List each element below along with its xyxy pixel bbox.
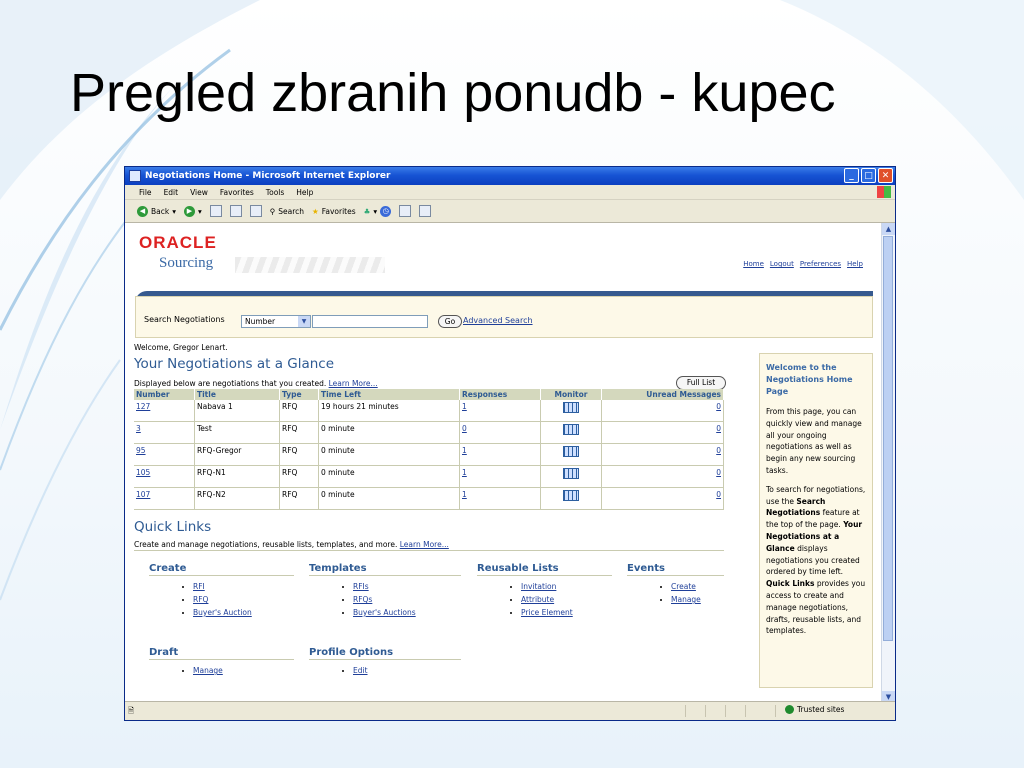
- minimize-button[interactable]: _: [844, 168, 859, 183]
- back-button[interactable]: ◀ Back ▾: [137, 206, 176, 217]
- favorites-button[interactable]: ★ Favorites: [312, 206, 356, 216]
- create-list: [149, 580, 294, 619]
- quick-templates-group: [309, 563, 461, 619]
- negotiation-time-left: 0 minute: [319, 444, 460, 466]
- go-button[interactable]: Go: [438, 315, 462, 328]
- monitor-icon[interactable]: [563, 402, 579, 413]
- create-rfq-link[interactable]: RFQ: [193, 595, 209, 604]
- home-link[interactable]: Home: [743, 260, 764, 268]
- refresh-icon[interactable]: [230, 205, 242, 217]
- quick-create-group: [149, 563, 294, 619]
- slide-title: Pregled zbranih ponudb - kupec: [70, 63, 836, 123]
- monitor-icon[interactable]: [563, 424, 579, 435]
- sourcing-banner-graphic: [235, 257, 385, 273]
- profile-options-heading: Profile Options: [309, 647, 461, 660]
- logout-link[interactable]: Logout: [769, 260, 794, 268]
- help-sidebar: [759, 353, 873, 688]
- window-title: Negotiations Home - Microsoft Internet Explorer: [145, 171, 391, 181]
- welcome-text: Welcome, Gregor Lenart.: [134, 343, 228, 352]
- ie-icon: [129, 170, 141, 182]
- menu-favorites[interactable]: Favorites: [219, 187, 254, 197]
- col-title[interactable]: Title: [195, 389, 280, 400]
- menu-view[interactable]: View: [190, 187, 208, 197]
- chevron-down-icon: ▼: [298, 316, 310, 327]
- negotiation-type: RFQ: [280, 466, 319, 488]
- templates-buyers-auctions-link[interactable]: Buyer's Auctions: [353, 608, 416, 617]
- negotiation-time-left: 0 minute: [319, 466, 460, 488]
- star-icon: ★: [312, 206, 319, 216]
- reusable-price-element-link[interactable]: Price Element: [521, 608, 573, 617]
- col-unread-messages: Unread Messages: [602, 389, 724, 400]
- negotiation-number-link[interactable]: 127: [136, 402, 151, 411]
- glance-learn-more-link[interactable]: Learn More...: [328, 379, 378, 388]
- help-link[interactable]: Help: [847, 260, 863, 268]
- reusable-list: [477, 580, 612, 619]
- sidebar-paragraph-1: From this page, you can quickly view and manage all your ongoing negotiations as well as begin any new sourcing tasks.: [766, 407, 862, 475]
- page-content: [125, 223, 883, 703]
- vertical-scrollbar[interactable]: [881, 223, 895, 703]
- oracle-logo: ORACLE: [139, 233, 217, 252]
- status-bar: [125, 701, 895, 720]
- quick-links-heading: Quick Links: [134, 519, 212, 535]
- media-icon: ♣: [363, 206, 371, 216]
- stop-icon[interactable]: [210, 205, 222, 217]
- unread-messages-link[interactable]: 0: [716, 402, 721, 411]
- negotiation-title: RFQ-N1: [195, 466, 280, 488]
- glance-subtitle: Displayed below are negotiations that you created. Learn More...: [134, 379, 378, 388]
- negotiation-type: RFQ: [280, 488, 319, 510]
- search-button[interactable]: ⚲ Search: [269, 206, 305, 216]
- windows-logo-icon: [877, 186, 891, 198]
- unread-messages-link[interactable]: 0: [716, 490, 721, 499]
- negotiation-number-link[interactable]: 95: [136, 446, 146, 455]
- search-field-select[interactable]: Number ▼: [241, 315, 311, 328]
- menu-edit[interactable]: Edit: [163, 187, 179, 197]
- menu-help[interactable]: Help: [296, 187, 314, 197]
- col-type[interactable]: Type: [280, 389, 319, 400]
- negotiation-number-link[interactable]: 3: [136, 424, 141, 433]
- events-manage-link[interactable]: Manage: [671, 595, 701, 604]
- negotiation-type: RFQ: [280, 400, 319, 422]
- monitor-icon[interactable]: [563, 490, 579, 501]
- sidebar-paragraph-2: To search for negotiations, use the Search Negotiations feature at the top of the page. Your Negotiations at a Glance displays negotiations you created ordered by time left. Quick Links provides you access to create and manage negotiations, drafts, reusable lists, and templates.: [766, 484, 866, 636]
- negotiation-title: Test: [195, 422, 280, 444]
- events-list: [627, 580, 724, 606]
- responses-link[interactable]: 1: [462, 446, 467, 455]
- search-label: Search Negotiations: [144, 315, 225, 324]
- full-list-button[interactable]: Full List: [676, 376, 726, 390]
- glance-heading: Your Negotiations at a Glance: [134, 356, 335, 372]
- draft-list: [149, 664, 294, 677]
- create-heading: Create: [149, 563, 294, 576]
- reusable-invitation-link[interactable]: Invitation: [521, 582, 557, 591]
- events-create-link[interactable]: Create: [671, 582, 696, 591]
- history-icon: ◷: [380, 206, 391, 217]
- table-row: [134, 466, 724, 488]
- back-arrow-icon: ◀: [137, 206, 148, 217]
- monitor-icon[interactable]: [563, 446, 579, 457]
- unread-messages-link[interactable]: 0: [716, 468, 721, 477]
- negotiation-type: RFQ: [280, 444, 319, 466]
- home-icon[interactable]: [250, 205, 262, 217]
- templates-heading: Templates: [309, 563, 461, 576]
- table-row: [134, 444, 724, 466]
- monitor-icon[interactable]: [563, 468, 579, 479]
- col-monitor: Monitor: [541, 389, 602, 400]
- menu-tools[interactable]: Tools: [265, 187, 285, 197]
- scroll-thumb[interactable]: [883, 236, 893, 641]
- advanced-search-link[interactable]: Advanced Search: [463, 316, 533, 325]
- print-icon[interactable]: [419, 205, 431, 217]
- table-row: [134, 488, 724, 510]
- quick-draft-group: [149, 647, 294, 677]
- create-rfi-link[interactable]: RFI: [193, 582, 205, 591]
- browser-toolbar: [125, 200, 895, 223]
- close-button[interactable]: ✕: [878, 168, 893, 183]
- negotiation-time-left: 0 minute: [319, 422, 460, 444]
- quick-reusable-group: [477, 563, 612, 619]
- browser-window: [124, 166, 896, 721]
- templates-rfis-link[interactable]: RFIs: [353, 582, 369, 591]
- quick-learn-more-link[interactable]: Learn More...: [399, 540, 449, 549]
- product-name: Sourcing: [159, 255, 214, 271]
- search-input[interactable]: [312, 315, 428, 328]
- quick-links-description: Create and manage negotiations, reusable lists, templates, and more. Learn More...: [134, 540, 449, 549]
- search-region: [135, 296, 873, 338]
- reusable-attribute-link[interactable]: Attribute: [521, 595, 555, 604]
- media-button[interactable]: ♣ ▾ ◷: [364, 206, 392, 217]
- page-done-icon: 🗎: [128, 706, 135, 715]
- responses-link[interactable]: 1: [462, 490, 467, 499]
- negotiation-time-left: 0 minute: [319, 488, 460, 510]
- window-titlebar[interactable]: [125, 167, 895, 185]
- scroll-up-icon[interactable]: ▲: [882, 223, 895, 235]
- unread-messages-link[interactable]: 0: [716, 446, 721, 455]
- col-number[interactable]: Number: [134, 389, 195, 400]
- table-row: [134, 422, 724, 444]
- negotiation-time-left: 19 hours 21 minutes: [319, 400, 460, 422]
- responses-link[interactable]: 0: [462, 424, 467, 433]
- responses-link[interactable]: 1: [462, 402, 467, 411]
- events-heading: Events: [627, 563, 724, 576]
- draft-heading: Draft: [149, 647, 294, 660]
- maximize-button[interactable]: □: [861, 168, 876, 183]
- trusted-check-icon: [785, 705, 794, 714]
- table-row: [134, 400, 724, 422]
- negotiation-number-link[interactable]: 105: [136, 468, 151, 477]
- col-responses[interactable]: Responses: [460, 389, 541, 400]
- col-time-left[interactable]: Time Left: [319, 389, 460, 400]
- negotiation-type: RFQ: [280, 422, 319, 444]
- profile-list: [309, 664, 461, 677]
- profile-edit-link[interactable]: Edit: [353, 666, 368, 675]
- negotiations-table: [134, 389, 724, 510]
- negotiation-title: RFQ-N2: [195, 488, 280, 510]
- menu-file[interactable]: File: [139, 187, 152, 197]
- templates-rfqs-link[interactable]: RFQs: [353, 595, 373, 604]
- quick-links-divider: [134, 550, 724, 551]
- global-links: [743, 260, 863, 268]
- quick-events-group: [627, 563, 724, 606]
- forward-button[interactable]: ▶ ▾: [184, 206, 202, 217]
- draft-manage-link[interactable]: Manage: [193, 666, 223, 675]
- responses-link[interactable]: 1: [462, 468, 467, 477]
- templates-list: [309, 580, 461, 619]
- negotiation-title: RFQ-Gregor: [195, 444, 280, 466]
- sidebar-title: Welcome to the Negotiations Home Page: [766, 363, 853, 396]
- mail-icon[interactable]: [399, 205, 411, 217]
- create-buyers-auction-link[interactable]: Buyer's Auction: [193, 608, 252, 617]
- unread-messages-link[interactable]: 0: [716, 424, 721, 433]
- quick-profile-group: [309, 647, 461, 677]
- negotiation-number-link[interactable]: 107: [136, 490, 151, 499]
- negotiation-title: Nabava 1: [195, 400, 280, 422]
- preferences-link[interactable]: Preferences: [799, 260, 842, 268]
- security-zone: Trusted sites: [785, 705, 844, 714]
- forward-arrow-icon: ▶: [184, 206, 195, 217]
- scroll-down-icon[interactable]: ▼: [882, 691, 895, 703]
- menu-bar: [125, 185, 895, 200]
- search-icon: ⚲: [269, 206, 276, 216]
- reusable-lists-heading: Reusable Lists: [477, 563, 612, 576]
